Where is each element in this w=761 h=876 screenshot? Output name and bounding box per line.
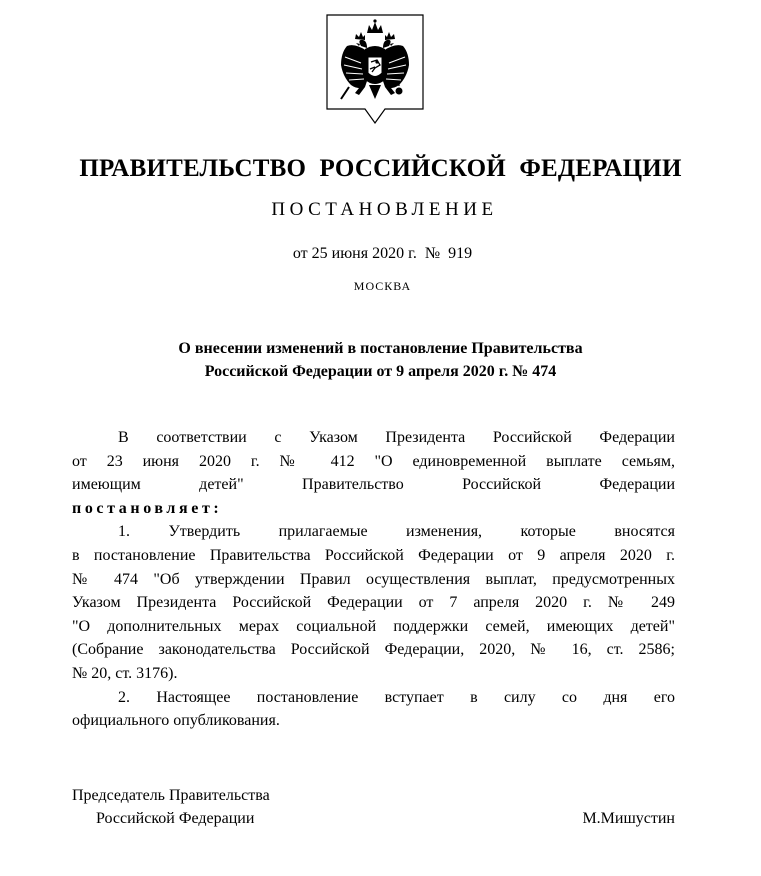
russian-coat-of-arms-icon xyxy=(325,13,425,129)
subject-line: О внесении изменений в постановление Правительства xyxy=(178,340,583,357)
subject-line: Российской Федерации от 9 апреля 2020 г. № 474 xyxy=(204,363,557,380)
signatory-position xyxy=(72,784,270,830)
body-line: 1. Утвердить прилагаемые изменения, которые вносятся xyxy=(118,523,675,541)
resolves-keyword: постановляет: xyxy=(72,499,223,517)
body-line: № 474 "Об утверждении Правил осуществления выплат, предусмотренных xyxy=(72,570,675,588)
body-line: № 20, ст. 3176). xyxy=(72,664,178,682)
body-line: Указом Президента Российской Федерации от 7 апреля 2020 г. № 249 xyxy=(72,594,675,612)
body-line: от 23 июня 2020 г. № 412 "О единовременной выплате семьям, xyxy=(72,452,675,470)
body-line: В соответствии с Указом Президента Российской Федерации xyxy=(118,429,675,446)
document-city: МОСКВА xyxy=(353,279,412,293)
coat-of-arms-emblem xyxy=(325,13,425,129)
document-date-number: от 25 июня 2020 г. № 919 xyxy=(292,245,473,262)
signatory-name: М.Мишустин xyxy=(582,810,675,827)
document-body xyxy=(72,426,675,733)
body-line: "О дополнительных мерах социальной поддержки семей, имеющих детей" xyxy=(72,617,675,635)
document-subject xyxy=(0,337,761,383)
body-line: официального опубликования. xyxy=(72,712,280,730)
body-line: в постановление Правительства Российской Федерации от 9 апреля 2020 г. xyxy=(72,546,675,564)
signatory-position-line: Российской Федерации xyxy=(96,810,255,827)
government-title: ПРАВИТЕЛЬСТВО РОССИЙСКОЙ ФЕДЕРАЦИИ xyxy=(79,155,682,182)
document-type: ПОСТАНОВЛЕНИЕ xyxy=(271,199,498,220)
body-line: имеющим детей" Правительство Российской Федерации xyxy=(72,476,675,494)
body-line: 2. Настоящее постановление вступает в силу со дня его xyxy=(118,688,675,706)
signatory-position-line: Председатель Правительства xyxy=(72,787,270,804)
body-line: (Собрание законодательства Российской Федерации, 2020, № 16, ст. 2586; xyxy=(72,641,675,659)
